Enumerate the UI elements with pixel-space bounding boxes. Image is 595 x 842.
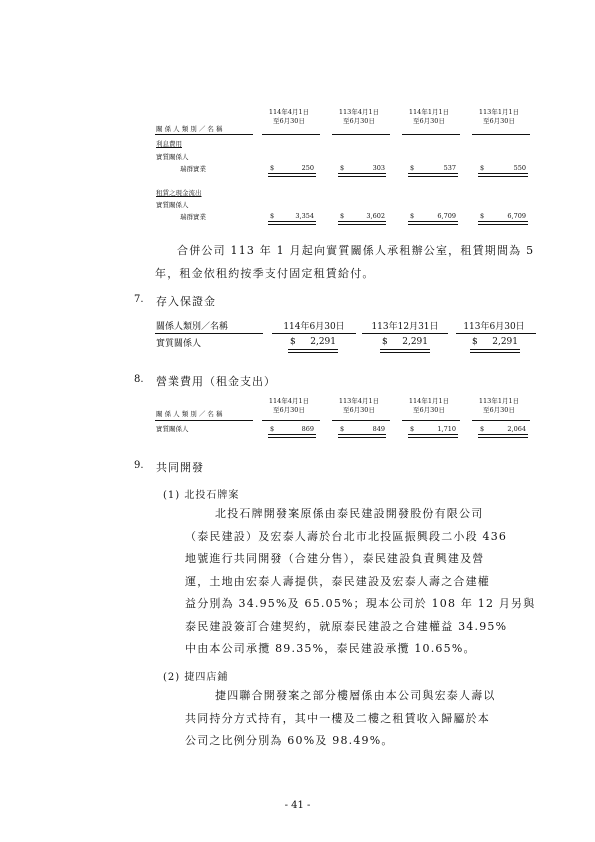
header-label: 關 係 人 類 別 ／ 名 稱	[156, 410, 223, 418]
col-header-2: 113年4月1日 至6月30日	[338, 108, 380, 125]
jiesi-paragraph: 捷四聯合開發案之部分樓層係由本公司與宏泰人壽以 共同持分方式持有，其中一樓及二樓之租賃收入歸屬於本 公司之比例分別為 60%及 98.49%。	[185, 689, 496, 747]
cash-value-3: 6,709	[437, 212, 456, 220]
section-number: 9.	[134, 460, 144, 471]
col-header-4: 113年1月1日 至6月30日	[478, 108, 520, 125]
rent-value-3: 1,710	[437, 425, 456, 433]
rent-value-1: 869	[301, 425, 314, 433]
cash-value-4: 6,709	[507, 212, 526, 220]
cash-group: 實質關係人	[156, 201, 189, 209]
row-label: 實質關係人	[156, 339, 202, 349]
cash-value-2: 3,602	[366, 212, 385, 220]
currency-sign: $	[340, 425, 345, 433]
deposit-value-1: 2,291	[310, 337, 336, 347]
shipai-paragraph: 北投石牌開發案原係由泰民建設開發股份有限公司 （泰民建設）及宏泰人壽於台北市北投區振興段二小段 436 地號進行共同開發（合建分售），泰民建設負責興建及營 運，土地由宏泰人壽提供，泰民建設及宏泰人壽之合建權 益分別為 34.95%及 65.05%；現本公司於 108 年 12 月另與 泰民建設簽訂合建契約，就原泰民建設之合建權益 34.95% 中由本公司承攬 89.35%，泰民建設承攬 10.65%。	[185, 507, 536, 655]
currency-sign: $	[480, 212, 485, 220]
interest-group: 實質關係人	[156, 153, 189, 161]
col-header-1: 114年4月1日 至6月30日	[268, 108, 310, 125]
interest-value-2: 303	[372, 164, 385, 172]
col-header-1: 114年6月30日	[283, 322, 345, 332]
currency-sign: $	[290, 337, 296, 347]
interest-sub: 瑞群實業	[180, 165, 206, 173]
currency-sign: $	[480, 425, 485, 433]
interest-value-4: 550	[513, 164, 526, 172]
currency-sign: $	[480, 164, 485, 172]
currency-sign: $	[382, 337, 388, 347]
lease-paragraph: 合併公司 113 年 1 月起向實質關係人承租辦公室，租賃期間為 5 年，租金依租約按季支付固定租賃給付。	[155, 244, 535, 280]
col-header-3: 113年6月30日	[463, 322, 525, 332]
col-header-3: 114年1月1日 至6月30日	[408, 108, 450, 125]
currency-sign: $	[410, 425, 415, 433]
currency-sign: $	[340, 164, 345, 172]
header-label: 關 係 人 類 別 ／ 名 稱	[156, 125, 223, 133]
subsection-title: (1) 北投石牌案	[163, 490, 240, 501]
section-title: 營業費用（租金支出）	[156, 375, 276, 388]
row-label: 實質關係人	[156, 425, 189, 433]
section-number: 7.	[134, 294, 144, 305]
section-title: 存入保證金	[156, 295, 216, 308]
deposit-value-3: 2,291	[492, 337, 518, 347]
cash-value-1: 3,354	[295, 212, 314, 220]
section-title: 共同開發	[156, 461, 204, 474]
cash-sub: 瑞群實業	[180, 213, 206, 221]
page-number: - 41 -	[284, 800, 311, 811]
subsection-title: (2) 捷四店鋪	[163, 672, 229, 683]
header-label: 關係人類別／名稱	[156, 322, 229, 332]
col-header-1: 114年4月1日 至6月30日	[268, 397, 310, 414]
currency-sign: $	[270, 212, 275, 220]
currency-sign: $	[270, 164, 275, 172]
rent-value-4: 2,064	[507, 425, 526, 433]
col-header-2: 113年4月1日 至6月30日	[338, 397, 380, 414]
interest-title: 利息費用	[156, 140, 182, 148]
currency-sign: $	[410, 212, 415, 220]
col-header-3: 114年1月1日 至6月30日	[408, 397, 450, 414]
currency-sign: $	[270, 425, 275, 433]
col-header-2: 113年12月31日	[371, 322, 439, 332]
col-header-4: 113年1月1日 至6月30日	[478, 397, 520, 414]
cash-title: 租賃之現金流出	[156, 189, 202, 197]
currency-sign: $	[472, 337, 478, 347]
currency-sign: $	[340, 212, 345, 220]
section-number: 8.	[134, 374, 144, 385]
deposit-value-2: 2,291	[402, 337, 428, 347]
interest-value-3: 537	[443, 164, 456, 172]
rent-value-2: 849	[372, 425, 385, 433]
currency-sign: $	[410, 164, 415, 172]
interest-value-1: 250	[301, 164, 314, 172]
